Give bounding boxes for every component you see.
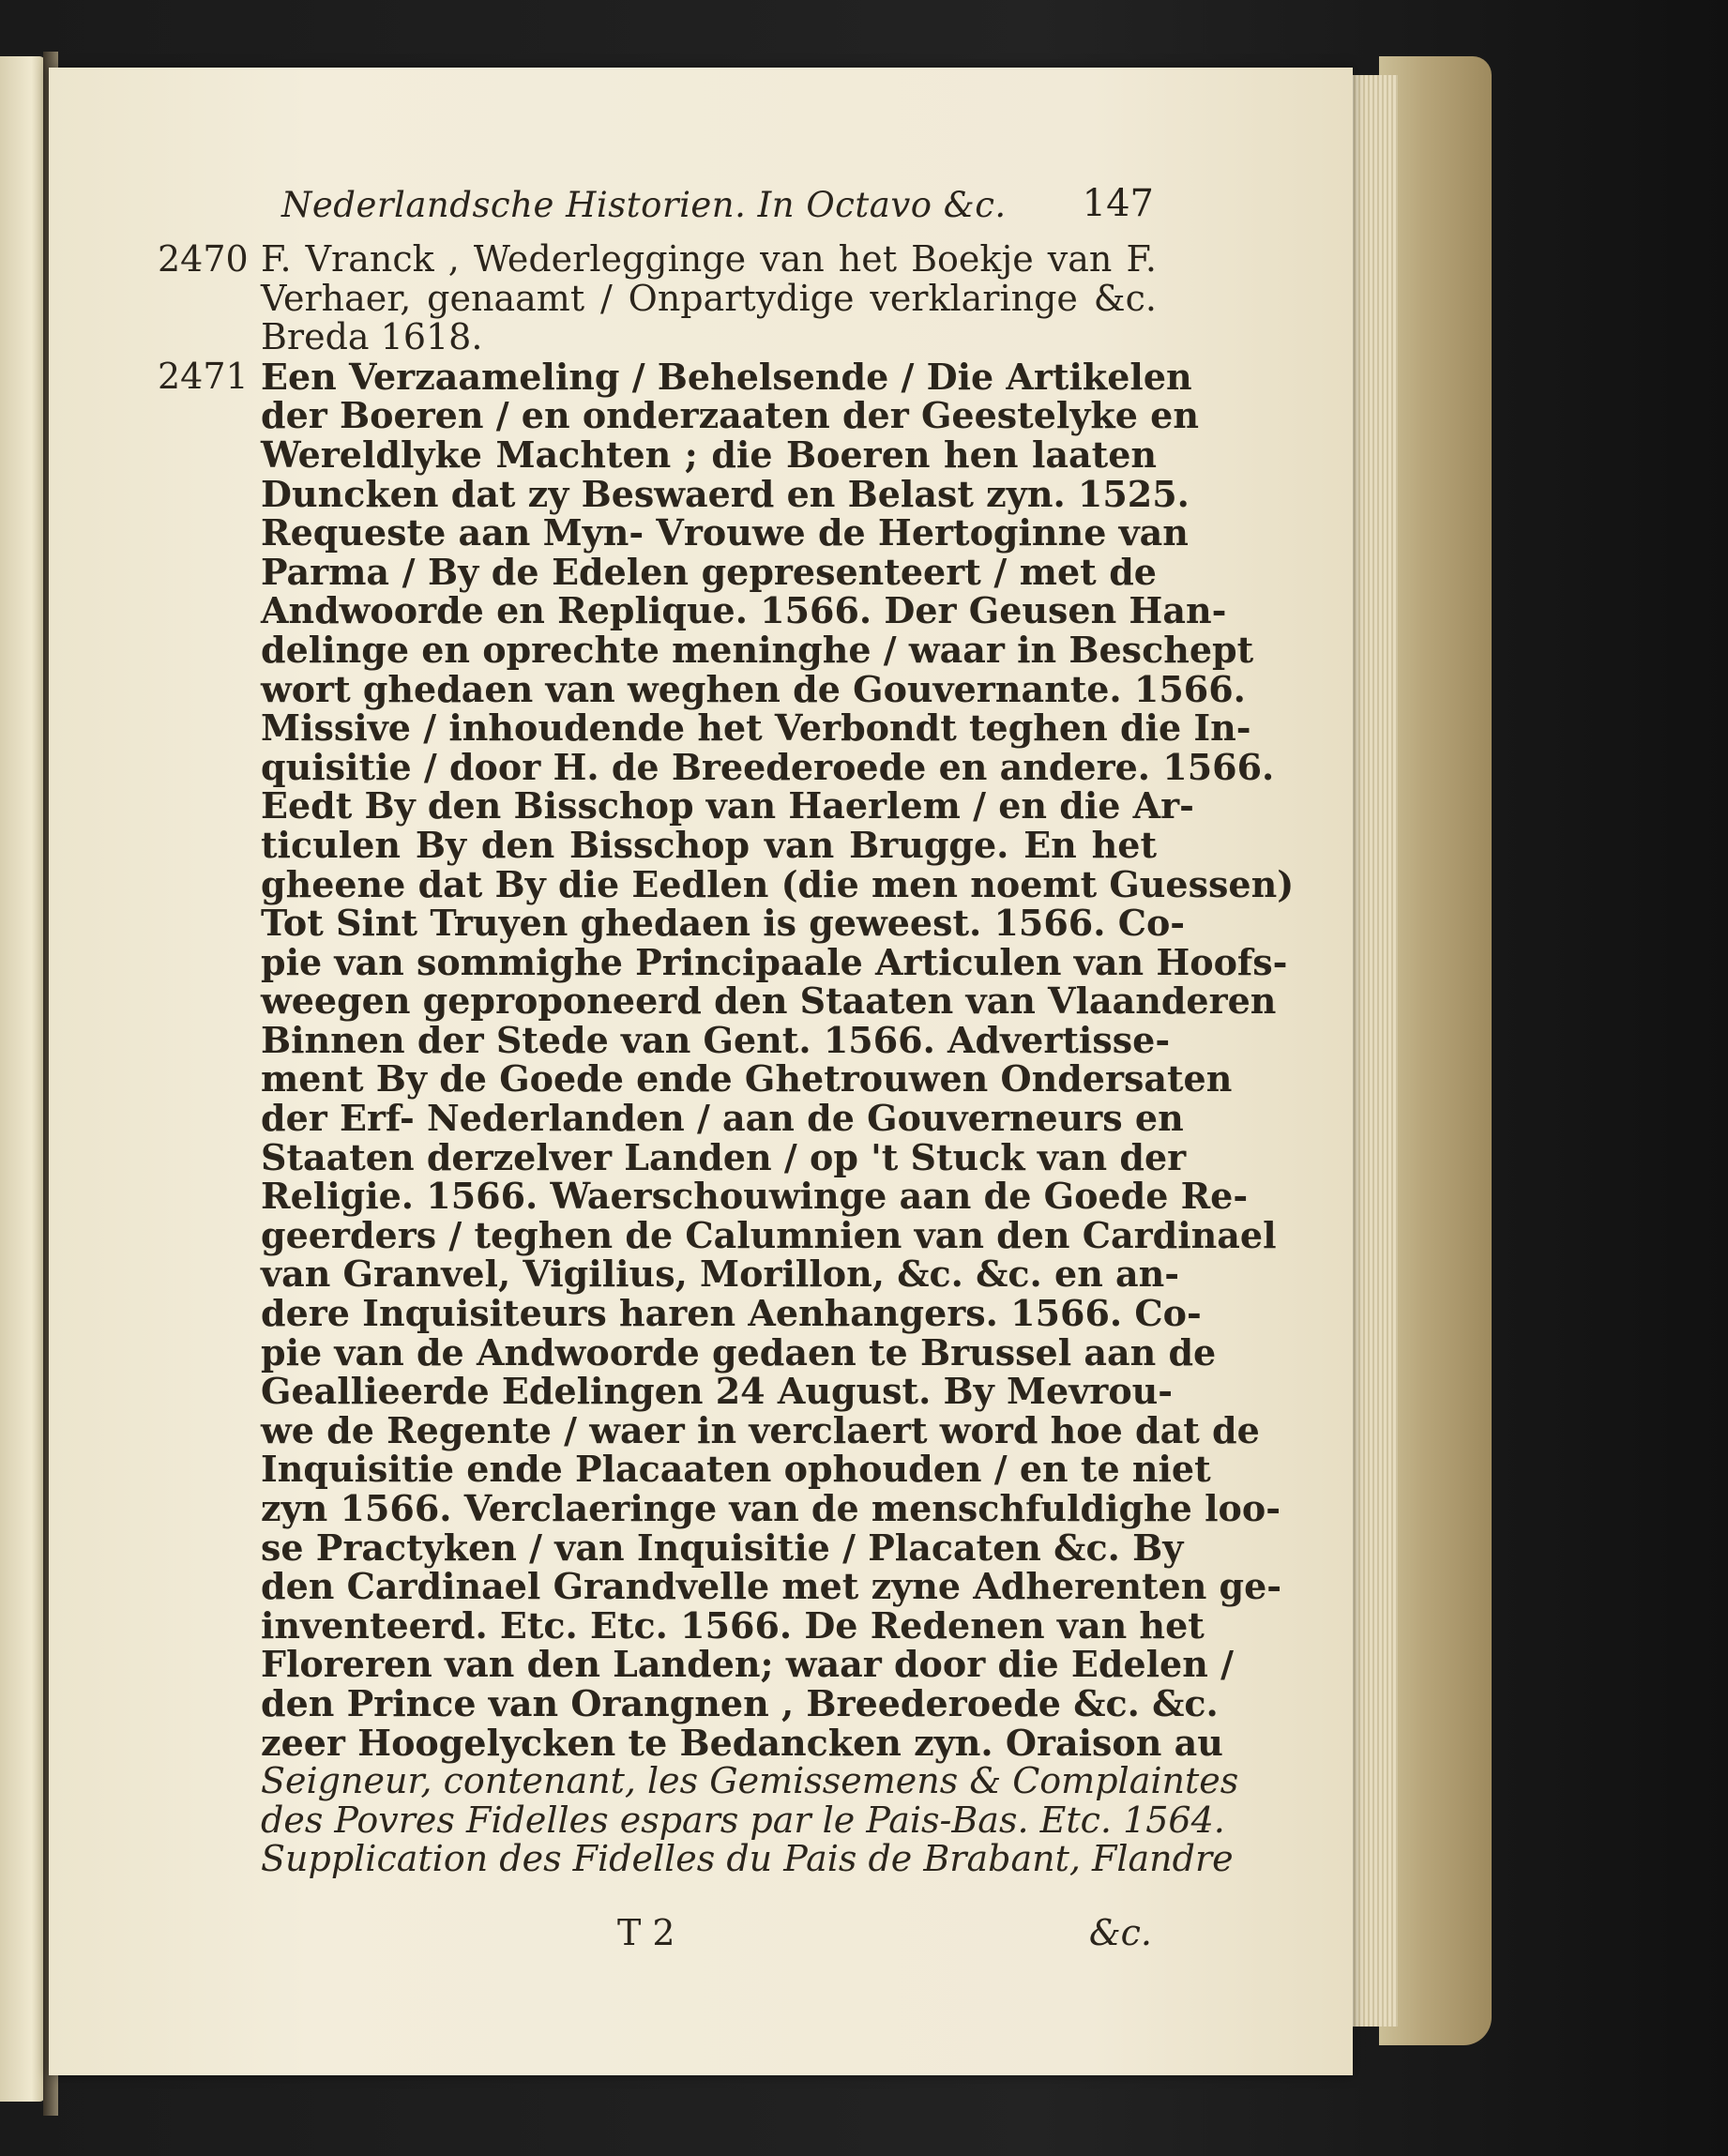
text-line: geerders / teghen de Calumnien van den Cardinael [261, 1213, 1277, 1256]
text-line: Duncken dat zy Beswaerd en Belast zyn. 1525. [261, 472, 1190, 515]
running-title: Nederlandsche Historien. In Octavo &c. [281, 185, 1007, 225]
text-line: Missive / inhoudende het Verbondt teghen die In- [261, 706, 1251, 750]
text-line: der Boeren / en onderzaaten der Geestelyke en [261, 394, 1199, 437]
text-line: Breda 1618. [261, 316, 483, 358]
text-line: Staaten derzelver Landen / op 't Stuck van der [261, 1135, 1187, 1178]
text-line: des Povres Fidelles espars par le Pais-Bas. Etc. 1564. [261, 1799, 1225, 1841]
text-line: wort ghedaen van weghen de Gouvernante. 1566. [261, 667, 1246, 710]
text-line: Inquisitie ende Placaaten ophouden / en te niet [261, 1448, 1211, 1491]
text-line: se Practyken / van Inquisitie / Placaten &c. By [261, 1526, 1184, 1569]
text-line: den Cardinael Grandvelle met zyne Adherenten ge- [261, 1565, 1282, 1608]
text-line: weegen geproponeerd den Staaten van Vlaanderen [261, 979, 1277, 1023]
text-line: Floreren van den Landen; waar door die Edelen / [261, 1643, 1234, 1686]
entry-number: 2470 [158, 238, 249, 280]
text-line: inventeerd. Etc. Etc. 1566. De Redenen van het [261, 1603, 1205, 1647]
page-footer [261, 1912, 1152, 1953]
text-line: Geallieerde Edelingen 24 August. By Mevrou- [261, 1370, 1174, 1413]
text-line: F. Vranck , Wederleggingе van het Boekje van F. [261, 238, 1157, 280]
text-line: delinge en oprechte meninghe / waar in Beschept [261, 628, 1254, 671]
text-line: zyn 1566. Verclaeringe van de menschfuldighe loo- [261, 1487, 1281, 1529]
text-line: Supplication des Fidelles du Pais de Brabant, Flandre [261, 1838, 1234, 1880]
text-line: Requeste aan Myn- Vrouwe de Hertoginne van [261, 511, 1189, 554]
facing-page-edge [0, 56, 45, 2102]
running-header [281, 169, 1154, 225]
catalog-entry [158, 355, 1295, 1880]
text-line: Parma / By de Edelen gepresenteert / met de [261, 550, 1157, 593]
text-line: Seigneur, contenant, les Gemissemens & Complaintes [261, 1760, 1239, 1802]
signature-mark: T 2 [617, 1912, 675, 1953]
text-line: Eedt By den Bisschop van Haerlem / en die Ar- [261, 784, 1194, 827]
catchword: &c. [1088, 1912, 1152, 1953]
catalog-entry [158, 238, 1157, 358]
text-line: we de Regente / waer in verclaert word hoe dat de [261, 1408, 1260, 1451]
text-line: Verhaer, genaamt / Onpartydige verklaringe &c. [261, 277, 1157, 319]
text-line: Andwoorde en Replique. 1566. Der Geusen Han- [261, 589, 1227, 632]
text-line: zeer Hoogelycken te Bedancken zyn. Oraison au [261, 1721, 1223, 1764]
entry-number: 2471 [158, 355, 249, 397]
text-line: Wereldlyke Machten ; die Boeren hen laaten [261, 433, 1157, 476]
text-line: quisitie / door H. de Breederoede en andere. 1566. [261, 745, 1275, 788]
text-line: pie van de Andwoorde gedaen te Brussel aan de [261, 1330, 1217, 1374]
text-line: van Granvel, Vigilius, Morillon, &c. &c. en an- [261, 1253, 1180, 1296]
text-line: den Prince van Orangnen , Breederoede &c. &c. [261, 1681, 1219, 1724]
text-line: Binnen der Stede van Gent. 1566. Advertisse- [261, 1018, 1171, 1061]
text-line: Religie. 1566. Waerschouwinge aan de Goede Re- [261, 1175, 1249, 1218]
text-line: gheene dat By die Eedlen (die men noemt Guessen) [261, 862, 1295, 905]
text-line: Tot Sint Truyen ghedaen is geweest. 1566. Co- [261, 902, 1186, 945]
text-line: ticulen By den Bisschop van Brugge. En het [261, 823, 1157, 866]
page-body [158, 238, 1295, 1880]
text-line: der Erf- Nederlanden / aan de Gouverneurs en [261, 1097, 1184, 1140]
text-line: pie van sommighe Principaale Articulen van Hoofs- [261, 940, 1288, 983]
text-line: dere Inquisiteurs haren Aenhangers. 1566. Co- [261, 1292, 1202, 1335]
page-number: 147 [1082, 182, 1154, 225]
text-line: ment By de Goede ende Ghetrouwen Ondersaten [261, 1057, 1233, 1101]
text-line: Een Verzaameling / Behelsende / Die Artikelen [261, 355, 1192, 398]
